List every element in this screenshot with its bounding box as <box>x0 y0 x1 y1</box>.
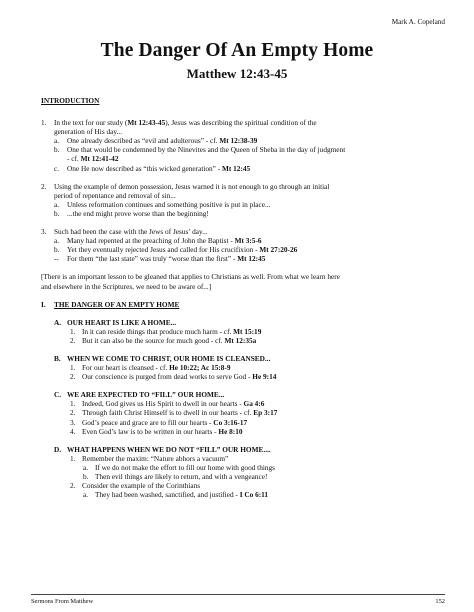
intro-heading: INTRODUCTION <box>41 96 100 105</box>
subsection-heading-d: D. WHAT HAPPENS WHEN WE DO NOT “FILL” OUR HOME.... <box>54 444 271 454</box>
list-item: b. Yet they eventually rejected Jesus and called for His crucifixion - Mt 27:20-26 <box>54 245 298 255</box>
list-item: 2. Through faith Christ Himself is to dwell in our hearts - cf. Ep 3:17 <box>70 408 278 418</box>
footer-divider <box>31 594 445 595</box>
intro-point-1-cont: generation of His day... <box>54 127 123 137</box>
list-item: 3. God’s peace and grace are to fill our hearts - Co 3:16-17 <box>70 417 248 427</box>
sermon-outline <box>31 96 451 499</box>
list-item: a. They had been washed, sanctified, and justified - I Co 6:11 <box>83 490 269 500</box>
list-item: 1. In it can reside things that produce much harm - cf. Mt 15:19 <box>70 326 262 336</box>
list-item: a. If we do not make the effort to fill our home with good things <box>83 462 276 472</box>
page-number: 152 <box>435 598 445 605</box>
list-item: a. One already described as “evil and adulterous” - cf. Mt 12:38-39 <box>54 136 258 146</box>
footer-book-title: Sermons From Matthew <box>31 598 94 605</box>
list-item: a. Many had repented at the preaching of John the Baptist - Mt 3:5-6 <box>54 236 262 246</box>
list-item: 2. But it can also be the source for much good - cf. Mt 12:35a <box>70 335 257 345</box>
list-item: a. Unless reformation continues and something positive is put in place... <box>54 199 271 209</box>
list-item: b. Then evil things are likely to return, and with a vengeance! <box>83 472 268 481</box>
author-name: Mark A. Copeland <box>391 18 445 26</box>
subsection-heading-a: A. OUR HEART IS LIKE A HOME... <box>54 317 177 327</box>
list-item: 1. Remember the maxim: “Nature abhors a vacuum” <box>70 453 229 463</box>
intro-point-3: 3. Such had been the case with the Jews of Jesus’ day... <box>41 227 208 237</box>
list-item: 4. Even God’s law is to be written in our hearts - He 8:10 <box>70 426 243 436</box>
subsection-heading-c: C. WE ARE EXPECTED TO “FILL” OUR HOME... <box>54 390 225 400</box>
list-item: 2. Our conscience is purged from dead works to serve God - He 9:14 <box>70 372 277 382</box>
intro-point-1: 1. In the text for our study (Mt 12:43-45), Jesus was describing the spiritual condition of the <box>41 118 317 128</box>
list-item: 2. Consider the example of the Corinthians <box>70 481 201 491</box>
section-heading: I. THE DANGER OF AN EMPTY HOME <box>41 299 180 309</box>
list-item: 1. Indeed, God gives us His Spirit to dwell in our hearts - Ga 4:6 <box>70 399 265 409</box>
list-item: -- For them “the last state” was truly “worse than the first” - Mt 12:45 <box>54 254 266 264</box>
list-item: b. One that would be condemned by the Ninevites and the Queen of Sheba in the day of judgment <box>54 145 346 155</box>
subsection-heading-b: B. WHEN WE COME TO CHRIST, OUR HOME IS CLEANSED... <box>54 353 271 363</box>
page-title: The Danger Of An Empty Home <box>100 40 374 61</box>
transition-paragraph: [There is an important lesson to be gleaned that applies to Christians as well. From what we learn here and elsewhere in the Scriptures, we need to be aware of...] <box>41 272 340 291</box>
list-item: 1. For our heart is cleansed - cf. He 10:22; Ac 15:8-9 <box>70 363 231 373</box>
list-item: c. One He now described as “this wicked generation” - Mt 12:45 <box>54 163 251 173</box>
page-subtitle: Matthew 12:43-45 <box>186 66 288 81</box>
list-item: b. ...the end might prove worse than the beginning! <box>54 208 209 218</box>
list-item: - cf. Mt 12:41-42 <box>67 154 119 164</box>
intro-point-2: 2. Using the example of demon possession, Jesus warned it is not enough to go through an initial <box>41 181 330 191</box>
intro-point-2-cont: period of repentance and removal of sin... <box>54 190 176 200</box>
